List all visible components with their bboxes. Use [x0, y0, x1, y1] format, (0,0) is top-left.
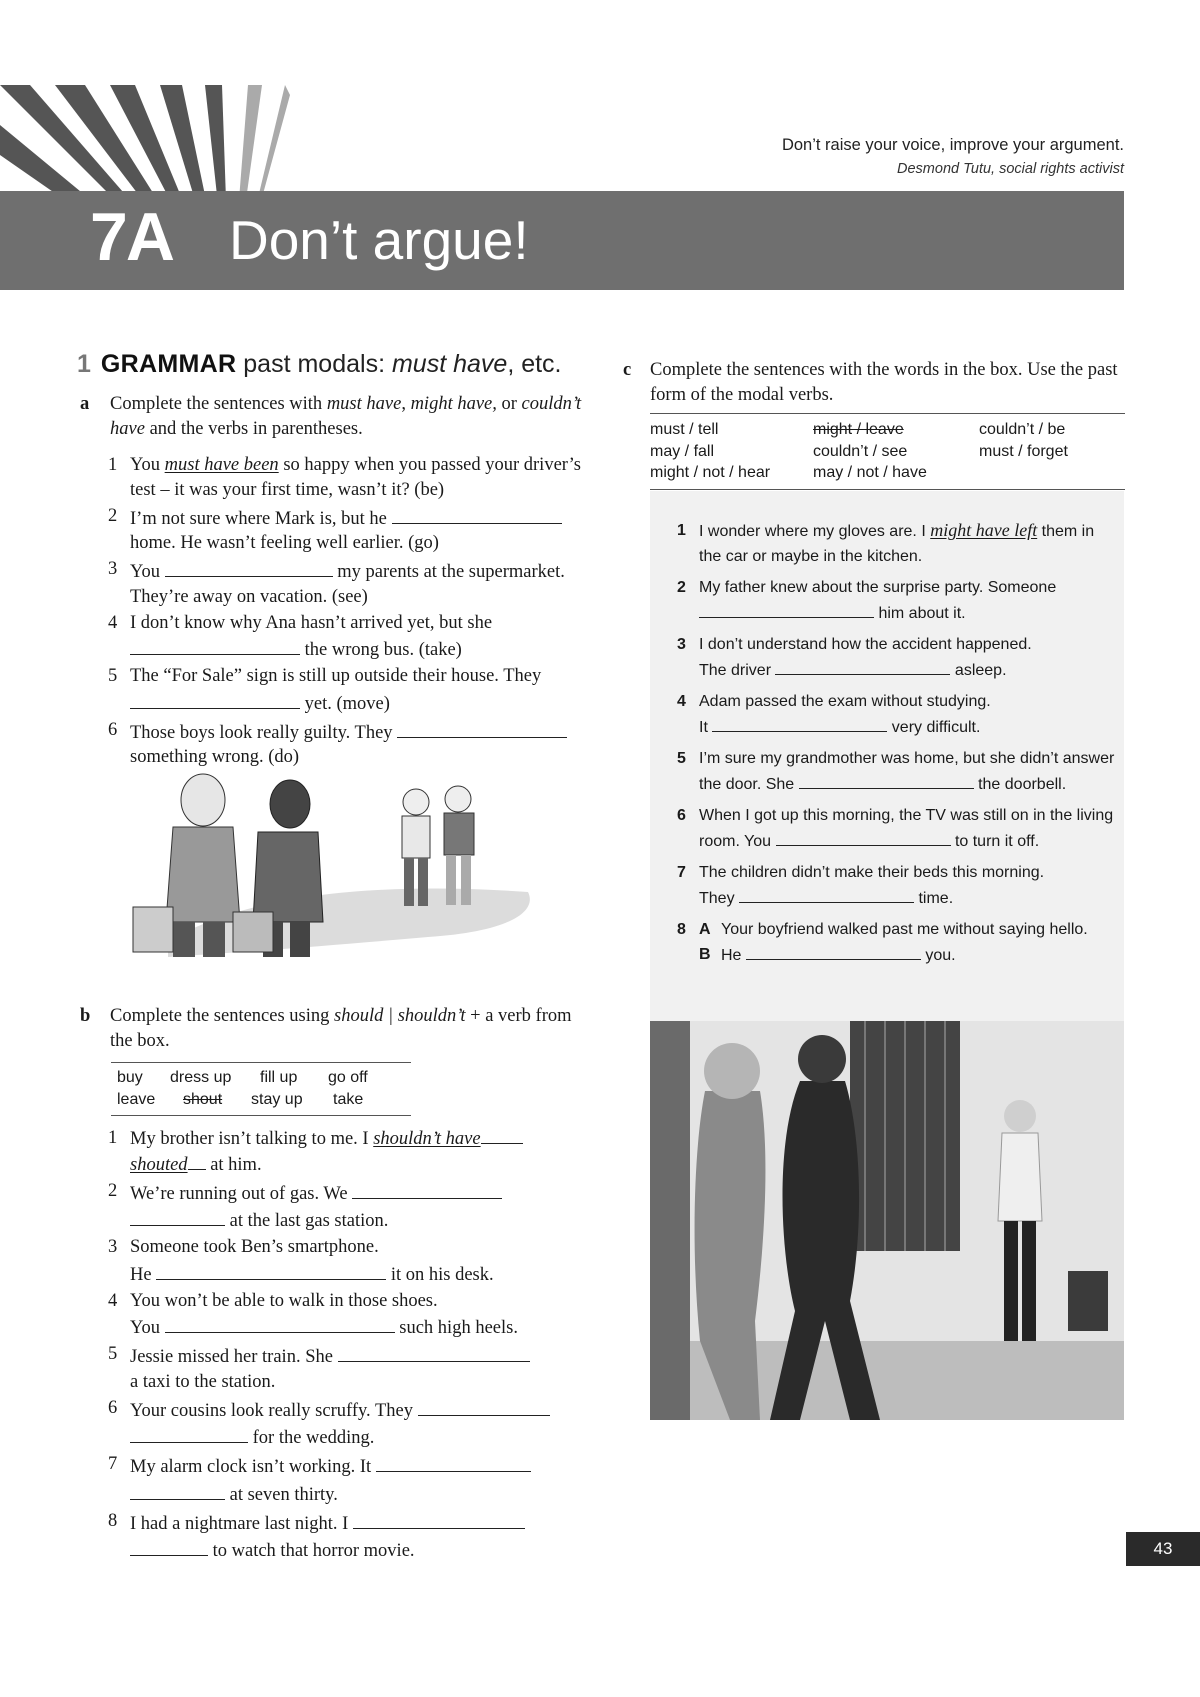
exercise-c: [623, 358, 1125, 490]
exercise-a: [80, 392, 585, 771]
exercise-instructions: Complete the sentences with must have, might have, or couldn’t have and the verbs in parentheses.: [110, 394, 582, 439]
word-option: fill up: [260, 1069, 298, 1086]
answer-blank[interactable]: [397, 718, 567, 738]
section-heading: [77, 350, 562, 379]
exercise-instructions: Complete the sentences with the words in the box. Use the past form of the modal verbs.: [650, 360, 1118, 405]
list-item: 4 You won’t be able to walk in those shoes. You such high heels.: [108, 1290, 518, 1338]
list-item: 1 My brother isn’t talking to me. I shouldn’t have shouted at him.: [108, 1126, 585, 1177]
answer-blank[interactable]: [376, 1452, 531, 1472]
header-quote: [782, 136, 1124, 177]
word-option: leave: [117, 1090, 156, 1108]
exercise-label: a: [80, 394, 90, 414]
list-item: 5 I’m sure my grandmother was home, but she didn’t answer the door. She the doorbell.: [677, 750, 1115, 793]
street-photo: [650, 1021, 1124, 1420]
answer-blank[interactable]: [130, 1423, 248, 1443]
word-option-used: might / leave: [813, 421, 904, 438]
answer-example: shouted: [130, 1154, 188, 1175]
answer-blank[interactable]: [130, 689, 300, 709]
section-topic: past modals: must have, etc.: [243, 350, 562, 378]
word-option: stay up: [251, 1090, 303, 1108]
unit-number: 7A: [90, 199, 173, 275]
word-option-used: shout: [183, 1090, 223, 1108]
answer-blank[interactable]: [775, 657, 950, 675]
page-number: 43: [1126, 1532, 1200, 1566]
quote-author: Desmond Tutu, social rights activist: [897, 161, 1124, 177]
exercise-label: c: [623, 360, 632, 380]
answer-example: shouldn’t have: [373, 1129, 481, 1149]
answer-blank[interactable]: [130, 1480, 225, 1500]
exercise-b: [80, 1004, 585, 1565]
exercise-label: b: [80, 1006, 91, 1026]
answer-blank[interactable]: [739, 885, 914, 903]
answer-blank[interactable]: [712, 714, 887, 732]
word-option: couldn’t / see: [813, 442, 908, 460]
answer-blank[interactable]: [799, 771, 974, 789]
answer-blank[interactable]: [392, 504, 562, 524]
list-item: 8 A Your boyfriend walked past me without saying hello. B He you.: [677, 921, 1088, 964]
list-item: 5 Jessie missed her train. She a taxi to the station.: [108, 1342, 585, 1394]
list-item: 7 My alarm clock isn’t working. It at seven thirty.: [108, 1452, 585, 1507]
answer-blank[interactable]: [352, 1179, 502, 1199]
quote-text: Don’t raise your voice, improve your argument.: [781, 136, 1124, 154]
answer-blank[interactable]: [130, 1536, 208, 1556]
word-option: go off: [328, 1069, 368, 1086]
list-item: 5 The “For Sale” sign is still up outside their house. They yet. (move): [108, 666, 542, 714]
list-item: 6 When I got up this morning, the TV was still on in the living room. You to turn it off.: [677, 807, 1114, 850]
word-option: take: [333, 1090, 364, 1108]
list-item: 4 I don’t know why Ana hasn’t arrived yet, but she the wrong bus. (take): [108, 612, 493, 660]
list-item: 6 Your cousins look really scruffy. They for the wedding.: [108, 1396, 585, 1451]
list-item: 3 Someone took Ben’s smartphone. He it on his desk.: [108, 1237, 494, 1285]
word-option: couldn’t / be: [979, 421, 1066, 438]
list-item: 1 I wonder where my gloves are. I might have left them in the car or maybe in the kitchen.: [677, 520, 1095, 565]
answer-blank[interactable]: [156, 1260, 386, 1280]
answer-blank[interactable]: [338, 1342, 530, 1362]
list-item: 2 My father knew about the surprise party. Someone him about it.: [677, 579, 1057, 622]
list-item: 3 I don’t understand how the accident happened. The driver asleep.: [677, 636, 1032, 679]
answer-blank[interactable]: [699, 600, 874, 618]
list-item: 1 You must have been so happy when you passed your driver’s test – it was your first time, wasn’t it? (be): [108, 455, 581, 500]
exercise-instructions: Complete the sentences using should | shouldn’t + a verb from the box.: [110, 1006, 572, 1051]
answer-blank[interactable]: [418, 1396, 550, 1416]
answer-blank[interactable]: [353, 1509, 525, 1529]
list-item: 8 I had a nightmare last night. I to watch that horror movie.: [108, 1509, 585, 1564]
answer-blank[interactable]: [776, 828, 951, 846]
answer-blank[interactable]: [130, 635, 300, 655]
list-item: 6 Those boys look really guilty. They something wrong. (do): [108, 718, 585, 770]
answer-blank[interactable]: [165, 557, 333, 577]
answer-blank[interactable]: [746, 942, 921, 960]
word-box: [111, 1062, 411, 1116]
word-option: buy: [117, 1069, 143, 1086]
answer-example: might have left: [930, 520, 1038, 540]
word-option: may / fall: [650, 442, 715, 460]
exercise-c-items: [677, 518, 1117, 974]
list-item: 4 Adam passed the exam without studying. It very difficult.: [677, 693, 991, 736]
word-option: must / tell: [650, 421, 719, 438]
section-label: GRAMMAR: [100, 350, 237, 378]
word-option: dress up: [170, 1069, 232, 1086]
list-item: 2 We’re running out of gas. We at the last gas station.: [108, 1179, 585, 1234]
word-option: may / not / have: [813, 464, 927, 481]
word-box: [650, 413, 1125, 490]
list-item: 3 You my parents at the supermarket. They’re away on vacation. (see): [108, 559, 565, 607]
cartoon-people-illustration: [128, 772, 548, 962]
answer-blank[interactable]: [165, 1313, 395, 1333]
section-number: 1: [77, 350, 91, 378]
word-option: must / forget: [979, 442, 1068, 460]
page-title: Don’t argue!: [229, 209, 529, 271]
answer-blank[interactable]: [130, 1206, 225, 1226]
list-item: 2 I’m not sure where Mark is, but he home. He wasn’t feeling well earlier. (go): [108, 504, 585, 556]
list-item: 7 The children didn’t make their beds this morning. They time.: [677, 864, 1045, 907]
word-option: might / not / hear: [650, 464, 771, 481]
answer-example: must have been: [164, 455, 279, 475]
